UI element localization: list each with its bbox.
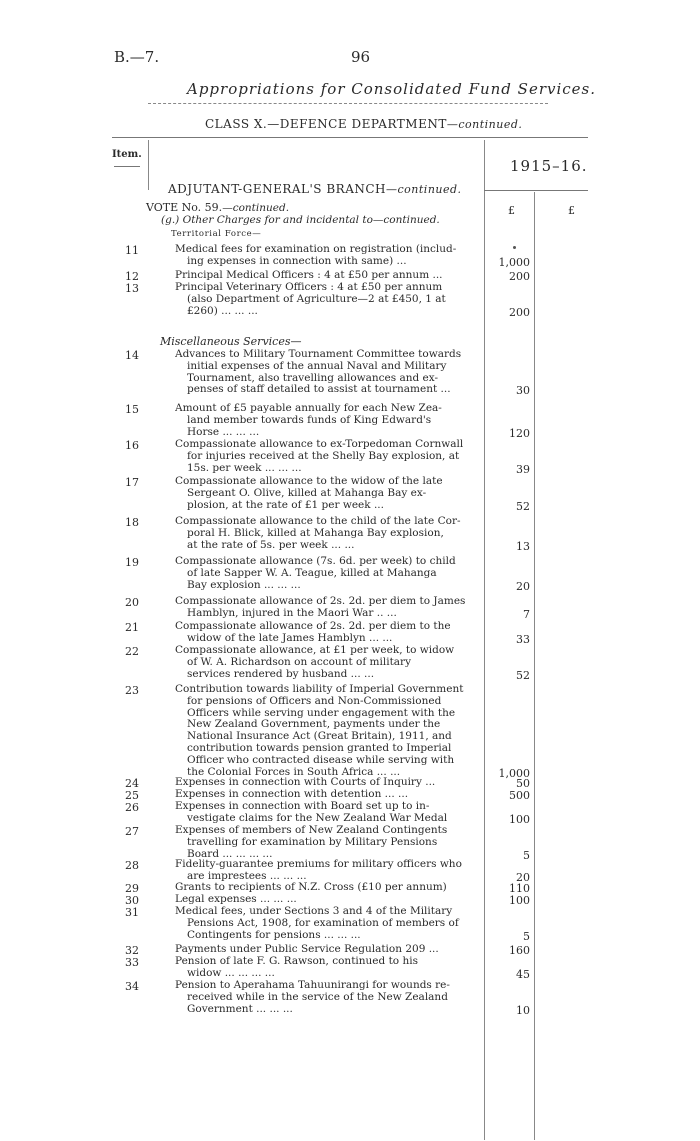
item-amount: 7 [523, 608, 530, 621]
description-line: initial expenses of the annual Naval and Military [187, 360, 447, 372]
description-line: Medical fees for examination on registration (includ- [175, 244, 457, 255]
description-line: Compassionate allowance of 2s. 2d. per diem to James [175, 596, 466, 607]
item-description [175, 476, 478, 511]
item-amount: 10 [516, 1004, 530, 1017]
description-line: vestigate claims for the New Zealand War Medal [187, 812, 448, 824]
item-number: 21 [125, 621, 139, 634]
description-line: for injuries received at the Shelly Bay explosion, at [187, 450, 460, 462]
description-line: Expenses in connection with Board set up to in- [175, 801, 430, 812]
description-line: for pensions of Officers and Non-Commissioned [187, 695, 442, 707]
item-number: 31 [125, 906, 139, 919]
description-line: Hamblyn, injured in the Maori War .. ... [187, 607, 397, 619]
description-line: ing expenses in connection with same) ... [187, 255, 407, 267]
item-amount: 20 [516, 580, 530, 593]
item-description [175, 801, 478, 825]
description-line: widow ... ... ... ... [187, 967, 275, 979]
description-line: Principal Veterinary Officers : 4 at £50 per annum [175, 282, 443, 293]
class-heading [205, 117, 522, 131]
vote-continued: —continued. [222, 202, 290, 214]
year-header-rule [484, 190, 588, 191]
document-reference: B.—7. [114, 48, 160, 66]
item-number: 34 [125, 980, 139, 993]
item-description [175, 944, 478, 956]
description-line: 15s. per week ... ... ... [187, 462, 302, 474]
description-line: Bay explosion ... ... ... [187, 579, 301, 591]
item-description [175, 859, 478, 883]
class-heading-continued: —continued. [446, 118, 523, 131]
description-line: £260) ... ... ... [187, 305, 258, 317]
description-line: received while in the service of the New Zealand [187, 991, 448, 1003]
item-amount: 500 [509, 789, 530, 802]
item-description [175, 403, 478, 438]
item-amount: 110 [509, 882, 530, 895]
description-line: travelling for examination by Military Pensions [187, 836, 438, 848]
item-number: 30 [125, 894, 139, 907]
ink-mark [513, 246, 516, 249]
description-line: Compassionate allowance of 2s. 2d. per diem to the [175, 621, 451, 632]
item-number: 15 [125, 403, 139, 416]
item-number: 22 [125, 645, 139, 658]
item-amount: 100 [509, 894, 530, 907]
title-rule [148, 103, 548, 104]
item-amount: 20 [516, 871, 530, 884]
item-amount: 200 [509, 306, 530, 319]
item-number: 24 [125, 777, 139, 790]
branch-heading-main: ADJUTANT-GENERAL'S BRANCH [168, 182, 387, 196]
item-amount: 13 [516, 540, 530, 553]
item-description [175, 645, 478, 680]
item-description [175, 621, 478, 645]
item-description [175, 906, 478, 941]
item-description [175, 684, 478, 778]
description-line: Horse ... ... ... [187, 426, 260, 438]
item-amount: 30 [516, 384, 530, 397]
description-line: Sergeant O. Olive, killed at Mahanga Bay ex- [187, 487, 427, 499]
description-line: (also Department of Agriculture—2 at £450, 1 at [187, 293, 446, 305]
description-line: Advances to Military Tournament Committee towards [175, 349, 462, 360]
description-line: Grants to recipients of N.Z. Cross (£10 per annum) [175, 882, 447, 893]
description-line: Officers while serving under engagement with the [187, 707, 456, 719]
item-description [175, 596, 478, 620]
item-description [175, 894, 478, 906]
item-number: 33 [125, 956, 139, 969]
description-line: the Colonial Forces in South Africa ... ... [187, 766, 401, 778]
description-line: Compassionate allowance (7s. 6d. per week) to child [175, 556, 456, 567]
description-line: widow of the late James Hamblyn ... ... [187, 632, 393, 644]
item-number: 12 [125, 270, 139, 283]
item-amount: 33 [516, 633, 530, 646]
description-line: Compassionate allowance to the child of the late Cor- [175, 516, 461, 527]
item-amount: 120 [509, 427, 530, 440]
description-line: poral H. Blick, killed at Mahanga Bay explosion, [187, 527, 444, 539]
amount-column-divider [484, 140, 485, 1140]
item-number: 27 [125, 825, 139, 838]
item-number: 18 [125, 516, 139, 529]
item-number: 28 [125, 859, 139, 872]
description-line: Medical fees, under Sections 3 and 4 of the Military [175, 906, 453, 917]
description-line: Expenses in connection with detention ... ... [175, 789, 409, 800]
page-title: Appropriations for Consolidated Fund Services. [187, 80, 597, 98]
description-line: Expenses of members of New Zealand Contingents [175, 825, 448, 836]
item-number: 16 [125, 439, 139, 452]
item-amount: 5 [523, 849, 530, 862]
description-line: Compassionate allowance to the widow of the late [175, 476, 443, 487]
subdivision-heading: (g.) Other Charges for and incidental to—continued. [161, 214, 440, 226]
item-number: 23 [125, 684, 139, 697]
item-amount: 52 [516, 500, 530, 513]
description-line: National Insurance Act (Great Britain), 1911, and [187, 731, 452, 743]
item-description [175, 270, 478, 282]
description-line: Pension to Aperahama Tahuunirangi for wounds re- [175, 980, 450, 991]
item-amount: 1,000 [498, 767, 530, 780]
item-amount: 52 [516, 669, 530, 682]
item-description [175, 882, 478, 894]
item-amount: 5 [523, 930, 530, 943]
branch-heading-continued: —continued. [386, 183, 462, 196]
financial-year-header: 1915–16. [510, 157, 588, 175]
item-column-header: Item. [112, 149, 142, 160]
description-line: Government ... ... ... [187, 1003, 293, 1015]
description-line: Legal expenses ... ... ... [175, 894, 297, 905]
item-header-underline [114, 166, 140, 167]
description-line: of late Sapper W. A. Teague, killed at Mahanga [187, 567, 437, 579]
territorial-force-heading: Territorial Force— [171, 229, 262, 239]
item-description [175, 282, 478, 317]
description-line: services rendered by husband ... ... [187, 668, 375, 680]
description-line: Compassionate allowance to ex-Torpedoman Cornwall [175, 439, 464, 450]
item-description [175, 789, 478, 801]
item-description [175, 956, 478, 980]
page-number: 96 [351, 48, 371, 66]
second-amount-column-divider [534, 192, 535, 1140]
item-number: 29 [125, 882, 139, 895]
item-description [175, 244, 478, 268]
item-number: 14 [125, 349, 139, 362]
description-line: penses of staff detailed to assist at tournament ... [187, 384, 451, 396]
branch-heading [168, 182, 462, 196]
item-amount: 50 [516, 777, 530, 790]
item-number: 25 [125, 789, 139, 802]
pound-sign: £ [508, 204, 515, 217]
item-number: 26 [125, 801, 139, 814]
pound-sign: £ [568, 204, 575, 217]
description-line: land member towards funds of King Edward's [187, 414, 432, 426]
item-description [175, 439, 478, 474]
item-description [175, 825, 478, 860]
description-line: of W. A. Richardson on account of military [187, 656, 412, 668]
class-heading-main: CLASS X.—DEFENCE DEPARTMENT [205, 117, 447, 131]
item-description [175, 349, 478, 396]
miscellaneous-services-heading: Miscellaneous Services— [160, 335, 302, 348]
item-number: 19 [125, 556, 139, 569]
item-amount: 39 [516, 463, 530, 476]
item-description [175, 777, 478, 789]
description-line: are imprestees ... ... ... [187, 870, 307, 882]
description-line: Pensions Act, 1908, for examination of members of [187, 917, 459, 929]
description-line: Amount of £5 payable annually for each New Zea- [175, 403, 442, 414]
item-number: 17 [125, 476, 139, 489]
item-number: 11 [125, 244, 139, 257]
item-amount: 100 [509, 813, 530, 826]
description-line: Board ... ... ... ... [187, 848, 273, 860]
vote-label: VOTE No. 59. [146, 201, 223, 214]
description-line: Contingents for pensions ... ... ... [187, 929, 361, 941]
description-line: Expenses in connection with Courts of Inquiry ... [175, 777, 436, 788]
description-line: Principal Medical Officers : 4 at £50 per annum ... [175, 270, 443, 281]
description-line: Fidelity-guarantee premiums for military officers who [175, 859, 462, 870]
item-description [175, 516, 478, 551]
item-column-divider [148, 140, 149, 190]
item-amount: 1,000 [498, 256, 530, 269]
table-top-rule [112, 137, 588, 138]
description-line: Officer who contracted disease while serving with [187, 754, 455, 766]
item-number: 32 [125, 944, 139, 957]
description-line: plosion, at the rate of £1 per week ... [187, 499, 384, 511]
item-amount: 200 [509, 270, 530, 283]
description-line: at the rate of 5s. per week ... ... [187, 539, 355, 551]
item-description [175, 980, 478, 1015]
description-line: Compassionate allowance, at £1 per week, to widow [175, 645, 455, 656]
description-line: Payments under Public Service Regulation 209 ... [175, 944, 439, 955]
vote-heading [146, 201, 289, 214]
item-amount: 160 [509, 944, 530, 957]
item-description [175, 556, 478, 591]
item-amount: 45 [516, 968, 530, 981]
description-line: Tournament, also travelling allowances and ex- [187, 372, 439, 384]
description-line: Pension of late F. G. Rawson, continued to his [175, 956, 418, 967]
description-line: contribution towards pension granted to Imperial [187, 742, 452, 754]
description-line: Contribution towards liability of Imperial Government [175, 684, 464, 695]
description-line: New Zealand Government, payments under the [187, 719, 441, 731]
item-number: 13 [125, 282, 139, 295]
item-number: 20 [125, 596, 139, 609]
